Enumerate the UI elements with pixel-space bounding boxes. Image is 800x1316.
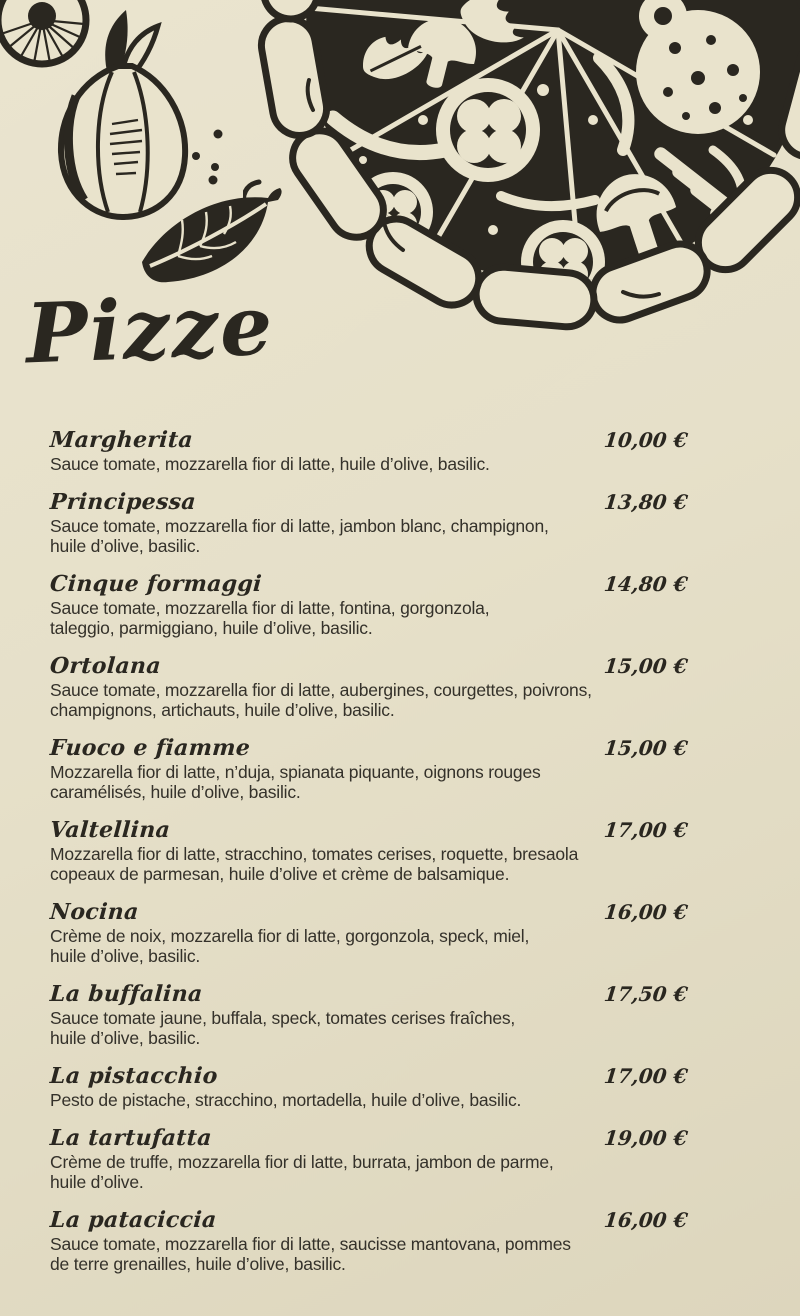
menu-item-header — [50, 982, 688, 1007]
menu-item — [50, 982, 688, 1048]
page-title: Pizze — [24, 277, 276, 383]
hero-decorations — [0, 0, 800, 422]
menu-item-header — [50, 818, 688, 843]
menu-item-price: 17,00 € — [603, 818, 690, 842]
menu-item-name: Nocina — [49, 899, 140, 925]
menu-item-description: Sauce tomate, mozzarella fior di latte, huile d’olive, basilic. — [50, 454, 490, 474]
menu-item-description: Crème de noix, mozzarella fior di latte, gorgonzola, speck, miel, huile d’olive, basilic. — [50, 926, 530, 966]
menu-item-name: Principessa — [49, 489, 197, 515]
menu-item-name: Cinque formaggi — [49, 571, 263, 597]
menu-item-description: Sauce tomate jaune, buffala, speck, tomates cerises fraîches, huile d’olive, basilic. — [50, 1008, 516, 1048]
pizza-illustration — [243, 0, 800, 345]
menu-item-name: La pistacchio — [49, 1063, 219, 1089]
menu-item-header — [50, 428, 688, 453]
menu-item-header — [50, 900, 688, 925]
menu-item-header — [50, 490, 688, 515]
menu-item — [50, 818, 688, 884]
menu-item-header — [50, 654, 688, 679]
menu-item-name: Fuoco e fiamme — [49, 735, 252, 761]
menu-item-name: Margherita — [49, 427, 194, 453]
menu-item-price: 19,00 € — [603, 1126, 690, 1150]
menu-item-description: Mozzarella fior di latte, n’duja, spianata piquante, oignons rouges caramélisés, huile d’olive, basilic. — [50, 762, 541, 802]
menu-item — [50, 1064, 688, 1110]
menu-item-price: 15,00 € — [603, 654, 690, 678]
menu-item-description: Pesto de pistache, stracchino, mortadella, huile d’olive, basilic. — [50, 1090, 522, 1110]
menu-item-header — [50, 736, 688, 761]
menu-item-price: 15,00 € — [603, 736, 690, 760]
scatter-dots — [186, 124, 230, 194]
menu-item-description: Sauce tomate, mozzarella fior di latte, saucisse mantovana, pommes de terre grenailles, huile d’olive, basilic. — [50, 1234, 571, 1274]
menu-item-header — [50, 1126, 688, 1151]
basil-leaf-illustration — [134, 186, 286, 290]
menu-item — [50, 572, 688, 638]
menu-item-name: Ortolana — [49, 653, 162, 679]
menu-item-description: Sauce tomate, mozzarella fior di latte, jambon blanc, champignon, huile d’olive, basilic. — [50, 516, 549, 556]
menu-item-header — [50, 572, 688, 597]
menu-item-description: Crème de truffe, mozzarella fior di latte, burrata, jambon de parme, huile d’olive. — [50, 1152, 554, 1192]
menu-item — [50, 1208, 688, 1274]
menu-item-header — [50, 1064, 688, 1089]
menu-item-name: La buffalina — [49, 981, 204, 1007]
menu-item-header — [50, 1208, 688, 1233]
menu-item-name: Valtellina — [49, 817, 172, 843]
menu-item-description: Mozzarella fior di latte, stracchino, tomates cerises, roquette, bresaola copeaux de parmesan, huile d’olive et crème de balsamique. — [50, 844, 579, 884]
menu-item-name: La tartufatta — [49, 1125, 213, 1151]
menu-item — [50, 428, 688, 474]
menu-item-description: Sauce tomate, mozzarella fior di latte, aubergines, courgettes, poivrons, champignons, artichauts, huile d’olive, basilic. — [50, 680, 592, 720]
menu-list — [0, 422, 800, 1274]
menu-item-price: 16,00 € — [603, 1208, 690, 1232]
menu-item-price: 17,50 € — [603, 982, 690, 1006]
menu-item — [50, 490, 688, 556]
menu-item-description: Sauce tomate, mozzarella fior di latte, fontina, gorgonzola, taleggio, parmiggiano, huile d’olive, basilic. — [50, 598, 490, 638]
menu-item — [50, 900, 688, 966]
menu-item — [50, 654, 688, 720]
menu-item — [50, 736, 688, 802]
menu-item-price: 10,00 € — [603, 428, 690, 452]
menu-item-price: 16,00 € — [603, 900, 690, 924]
menu-item-name: La pataciccia — [49, 1207, 218, 1233]
menu-item-price: 17,00 € — [603, 1064, 690, 1088]
menu-item-price: 13,80 € — [603, 490, 690, 514]
menu-item — [50, 1126, 688, 1192]
menu-item-price: 14,80 € — [603, 572, 690, 596]
